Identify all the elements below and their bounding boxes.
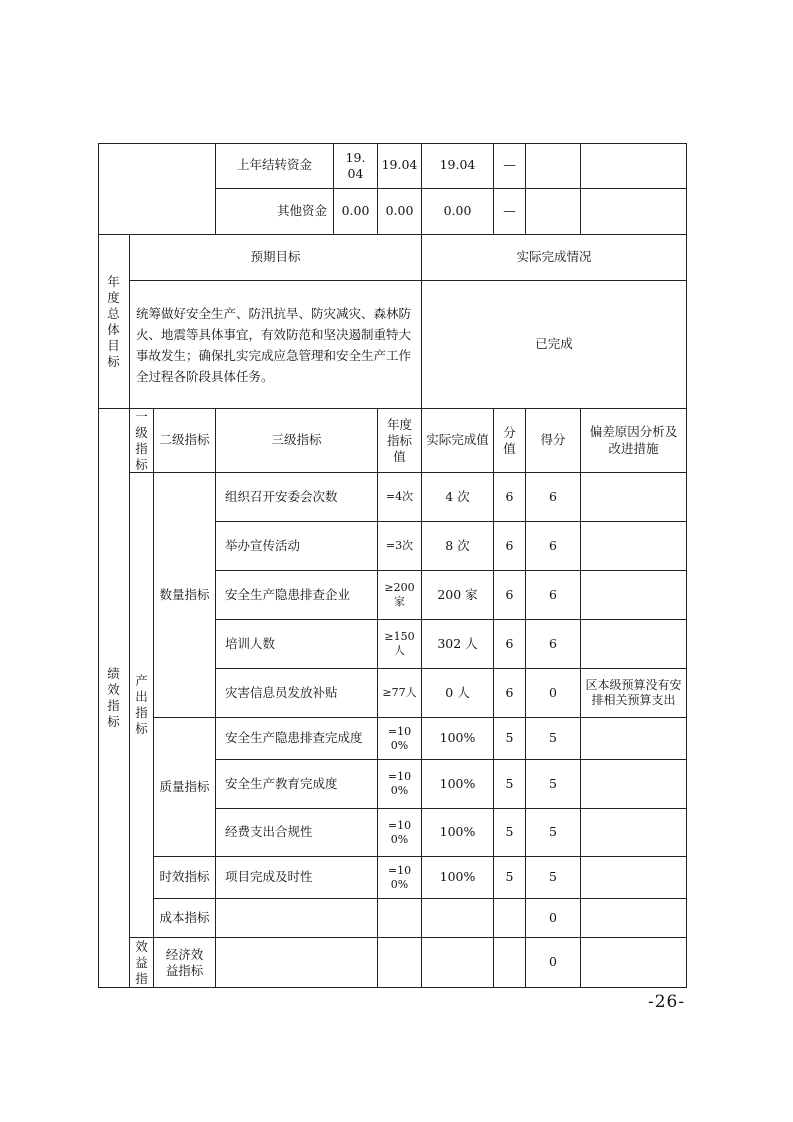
header-level2: 二级指标 [154,409,216,473]
header-level1: 一级指标 [130,409,154,473]
indicator-target: ≥150人 [378,620,422,669]
indicator-score: 6 [526,473,581,522]
indicator-actual: 100% [422,857,494,899]
indicator-reason [581,571,687,620]
indicator-score: 5 [526,857,581,899]
indicator-score: 5 [526,718,581,760]
indicator-score: 0 [526,899,581,938]
indicator-name: 安全生产隐患排查企业 [216,571,378,620]
economic-benefit-label: 经济效益指标 [154,938,216,988]
indicator-target: =100% [378,857,422,899]
quantity-indicators-label: 数量指标 [154,473,216,718]
indicator-name: 组织召开安委会次数 [216,473,378,522]
indicator-weight: 5 [494,809,526,857]
header-weight: 分值 [494,409,526,473]
indicator-target: ≥200家 [378,571,422,620]
indicator-score: 0 [526,669,581,718]
indicator-actual: 100% [422,718,494,760]
indicator-actual: 8 次 [422,522,494,571]
indicator-score: 0 [526,938,581,988]
indicator-actual: 302 人 [422,620,494,669]
funds-row-v2: 0.00 [378,189,422,235]
indicator-actual [422,899,494,938]
indicator-target: =100% [378,760,422,809]
indicator-name: 安全生产隐患排查完成度 [216,718,378,760]
indicator-weight: 6 [494,571,526,620]
indicator-actual [422,938,494,988]
indicator-actual: 0 人 [422,669,494,718]
funds-row-v4: — [494,189,526,235]
indicator-name: 举办宣传活动 [216,522,378,571]
benefit-indicators-label: 效益指 [130,938,154,988]
indicator-actual: 100% [422,809,494,857]
indicator-name: 灾害信息员发放补贴 [216,669,378,718]
funds-row-label: 上年结转资金 [216,143,334,189]
quality-indicators-label: 质量指标 [154,718,216,857]
indicator-reason [581,809,687,857]
page-number: -26- [648,992,686,1012]
indicator-name: 经费支出合规性 [216,809,378,857]
indicator-reason [581,760,687,809]
indicator-weight [494,938,526,988]
funds-left-blank [98,143,216,235]
indicator-target [378,938,422,988]
indicator-weight: 5 [494,718,526,760]
header-score: 得分 [526,409,581,473]
annual-goal-label: 年度总体目标 [98,235,130,409]
funds-row-v5 [526,143,581,189]
funds-row-v5 [526,189,581,235]
funds-row-v6 [581,143,687,189]
indicator-actual: 4 次 [422,473,494,522]
funds-row-v3: 0.00 [422,189,494,235]
indicator-weight: 5 [494,760,526,809]
funds-row-v4: — [494,143,526,189]
header-actual: 实际完成值 [422,409,494,473]
header-level3: 三级指标 [216,409,378,473]
indicator-target: =100% [378,809,422,857]
indicator-target [378,899,422,938]
indicator-name: 安全生产教育完成度 [216,760,378,809]
expected-goal-text: 统筹做好安全生产、防汛抗旱、防灾减灾、森林防火、地震等具体事宜，有效防范和坚决遏制重特大事故发生；确保扎实完成应急管理和安全生产工作全过程各阶段具体任务。 [130,281,422,409]
indicator-weight: 6 [494,473,526,522]
indicator-score: 6 [526,571,581,620]
header-reason: 偏差原因分析及改进措施 [581,409,687,473]
funds-row-v2: 19.04 [378,143,422,189]
indicator-weight: 6 [494,522,526,571]
indicator-score: 5 [526,809,581,857]
indicator-actual: 200 家 [422,571,494,620]
header-target: 年度指标值 [378,409,422,473]
indicator-name: 项目完成及时性 [216,857,378,899]
indicator-score: 5 [526,760,581,809]
indicator-name [216,899,378,938]
indicator-target: =3次 [378,522,422,571]
indicator-weight: 6 [494,669,526,718]
output-indicators-label: 产出指标 [130,473,154,938]
indicator-name [216,938,378,988]
actual-status-text: 已完成 [422,281,687,409]
indicator-score: 6 [526,620,581,669]
funds-row-v6 [581,189,687,235]
expected-goal-header: 预期目标 [130,235,422,281]
indicator-reason [581,938,687,988]
indicator-name: 培训人数 [216,620,378,669]
funds-row-v3: 19.04 [422,143,494,189]
timeliness-indicators-label: 时效指标 [154,857,216,899]
indicator-reason [581,718,687,760]
indicator-weight: 5 [494,857,526,899]
indicator-score: 6 [526,522,581,571]
performance-indicators-label: 绩效指标 [98,409,130,988]
indicator-target: ≥77人 [378,669,422,718]
indicator-reason: 区本级预算没有安排相关预算支出 [581,669,687,718]
indicator-target: =4次 [378,473,422,522]
indicator-reason [581,620,687,669]
indicator-target: =100% [378,718,422,760]
indicator-reason [581,899,687,938]
funds-row-label: 其他资金 [216,189,334,235]
cost-indicators-label: 成本指标 [154,899,216,938]
funds-row-v1: 19.04 [334,143,378,189]
indicator-actual: 100% [422,760,494,809]
indicator-weight: 6 [494,620,526,669]
indicator-reason [581,857,687,899]
indicator-weight [494,899,526,938]
indicator-reason [581,522,687,571]
indicator-reason [581,473,687,522]
funds-row-v1: 0.00 [334,189,378,235]
actual-status-header: 实际完成情况 [422,235,687,281]
